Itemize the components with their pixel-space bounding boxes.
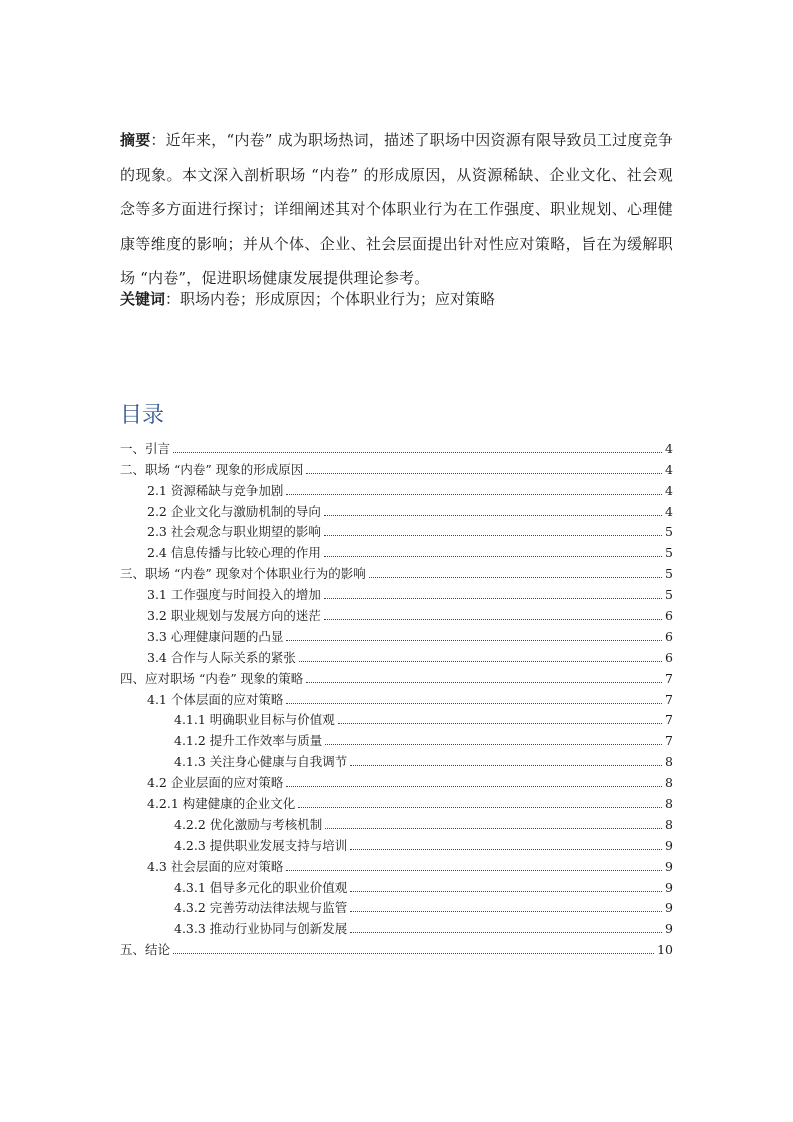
abstract-text: ：近年来，“内卷” 成为职场热词，描述了职场中因资源有限导致员工过度竞争的现象。本文深入剖析职场 “内卷” 的形成原因，从资源稀缺、企业文化、社会观念等多方面进行探讨；详细阐述其对个体职业行为在工作强度、职业规划、心理健康等维度的影响；并从个体、企业、社会层面提出针对性应对策略，旨在为缓解职场 “内卷”，促进职场健康发展提供理论参考。 — [120, 131, 673, 287]
toc-entry-page: 7 — [665, 712, 673, 728]
toc-entry-page: 8 — [665, 775, 673, 791]
toc-entry-page: 8 — [665, 754, 673, 770]
toc-entry[interactable] — [120, 812, 673, 833]
toc-leader-dots — [324, 598, 662, 599]
toc-entry-page: 7 — [665, 670, 673, 686]
toc-leader-dots — [306, 682, 662, 683]
toc-entry[interactable] — [120, 436, 673, 457]
toc-leader-dots — [350, 911, 662, 912]
toc-entry[interactable] — [120, 875, 673, 896]
table-of-contents — [120, 436, 673, 958]
toc-entry-page: 9 — [665, 900, 673, 916]
toc-entry-title: 二、职场 “内卷” 现象的形成原因 — [120, 461, 304, 477]
toc-leader-dots — [324, 515, 662, 516]
toc-entry-title: 4.3.3 推动行业协同与创新发展 — [174, 921, 348, 937]
toc-entry-page: 5 — [665, 524, 673, 540]
toc-entry[interactable] — [120, 582, 673, 603]
toc-entry-page: 8 — [665, 796, 673, 812]
keywords-text: ：职场内卷；形成原因；个体职业行为；应对策略 — [165, 290, 496, 308]
toc-entry-title: 4.2 企业层面的应对策略 — [147, 775, 284, 791]
toc-entry[interactable] — [120, 540, 673, 561]
toc-leader-dots — [350, 765, 662, 766]
toc-entry-page: 9 — [665, 837, 673, 853]
toc-leader-dots — [350, 932, 662, 933]
toc-entry-title: 四、应对职场 “内卷” 现象的策略 — [120, 670, 304, 686]
toc-leader-dots — [306, 473, 662, 474]
toc-entry-page: 5 — [665, 587, 673, 603]
toc-leader-dots — [286, 786, 662, 787]
toc-entry-page: 4 — [665, 482, 673, 498]
keywords-label: 关键词 — [120, 290, 166, 308]
toc-entry-page: 9 — [665, 858, 673, 874]
toc-entry-title: 2.4 信息传播与比较心理的作用 — [147, 545, 321, 561]
toc-leader-dots — [286, 703, 662, 704]
toc-entry-page: 4 — [665, 461, 673, 477]
toc-entry-title: 4.3.2 完善劳动法律法规与监管 — [174, 900, 348, 916]
toc-entry-page: 8 — [665, 816, 673, 832]
toc-entry-page: 5 — [665, 545, 673, 561]
toc-entry-title: 3.3 心理健康问题的凸显 — [147, 628, 284, 644]
toc-entry-page: 9 — [665, 921, 673, 937]
toc-leader-dots — [299, 661, 662, 662]
toc-entry-page: 10 — [657, 942, 673, 958]
toc-leader-dots — [324, 556, 662, 557]
toc-entry-page: 6 — [665, 628, 673, 644]
toc-entry-title: 4.1.2 提升工作效率与质量 — [174, 733, 323, 749]
abstract-label: 摘要 — [120, 131, 151, 149]
toc-entry-title: 4.2.2 优化激励与考核机制 — [174, 816, 323, 832]
toc-entry-title: 五、结论 — [120, 942, 171, 958]
toc-entry-page: 6 — [665, 608, 673, 624]
toc-entry-title: 3.2 职业规划与发展方向的迷茫 — [147, 608, 321, 624]
toc-leader-dots — [325, 828, 662, 829]
toc-entry[interactable] — [120, 561, 673, 582]
abstract-paragraph — [120, 123, 673, 296]
toc-entry[interactable] — [120, 708, 673, 729]
toc-entry[interactable] — [120, 916, 673, 937]
toc-entry-title: 三、职场 “内卷” 现象对个体职业行为的影响 — [120, 566, 366, 582]
toc-entry[interactable] — [120, 896, 673, 917]
toc-entry-title: 4.3.1 倡导多元化的职业价值观 — [174, 879, 348, 895]
toc-leader-dots — [298, 807, 662, 808]
toc-entry[interactable] — [120, 603, 673, 624]
toc-entry[interactable] — [120, 770, 673, 791]
toc-entry-title: 4.1.1 明确职业目标与价值观 — [174, 712, 335, 728]
toc-entry-title: 4.2.1 构建健康的企业文化 — [147, 796, 296, 812]
toc-entry[interactable] — [120, 937, 673, 958]
toc-entry[interactable] — [120, 645, 673, 666]
toc-leader-dots — [350, 849, 662, 850]
toc-entry[interactable] — [120, 457, 673, 478]
toc-entry-page: 4 — [665, 503, 673, 519]
toc-entry-page: 5 — [665, 566, 673, 582]
toc-leader-dots — [173, 953, 654, 954]
toc-title: 目录 — [120, 403, 165, 428]
toc-entry[interactable] — [120, 624, 673, 645]
toc-entry-title: 4.2.3 提供职业发展支持与培训 — [174, 837, 348, 853]
toc-leader-dots — [286, 870, 662, 871]
toc-entry-title: 3.4 合作与人际关系的紧张 — [147, 649, 296, 665]
toc-entry[interactable] — [120, 833, 673, 854]
toc-leader-dots — [173, 452, 662, 453]
toc-leader-dots — [324, 619, 662, 620]
toc-entry-title: 3.1 工作强度与时间投入的增加 — [147, 587, 321, 603]
toc-entry[interactable] — [120, 687, 673, 708]
toc-leader-dots — [338, 723, 662, 724]
toc-leader-dots — [325, 744, 662, 745]
toc-entry[interactable] — [120, 728, 673, 749]
toc-entry-page: 4 — [665, 440, 673, 456]
toc-entry[interactable] — [120, 854, 673, 875]
toc-entry-title: 4.3 社会层面的应对策略 — [147, 858, 284, 874]
toc-leader-dots — [286, 494, 662, 495]
toc-entry[interactable] — [120, 749, 673, 770]
toc-leader-dots — [369, 577, 662, 578]
toc-entry-title: 4.1 个体层面的应对策略 — [147, 691, 284, 707]
toc-entry[interactable] — [120, 499, 673, 520]
keywords-paragraph — [120, 284, 673, 314]
toc-entry[interactable] — [120, 478, 673, 499]
toc-entry-page: 7 — [665, 691, 673, 707]
toc-entry[interactable] — [120, 520, 673, 541]
toc-entry-title: 2.1 资源稀缺与竞争加剧 — [147, 482, 284, 498]
toc-entry-page: 6 — [665, 649, 673, 665]
toc-entry-title: 2.3 社会观念与职业期望的影响 — [147, 524, 321, 540]
toc-entry-page: 7 — [665, 733, 673, 749]
toc-entry-page: 9 — [665, 879, 673, 895]
toc-entry-title: 4.1.3 关注身心健康与自我调节 — [174, 754, 348, 770]
toc-leader-dots — [324, 535, 662, 536]
toc-entry-title: 2.2 企业文化与激励机制的导向 — [147, 503, 321, 519]
toc-entry-title: 一、引言 — [120, 440, 171, 456]
toc-leader-dots — [286, 640, 662, 641]
toc-entry[interactable] — [120, 791, 673, 812]
toc-entry[interactable] — [120, 666, 673, 687]
toc-leader-dots — [350, 891, 662, 892]
